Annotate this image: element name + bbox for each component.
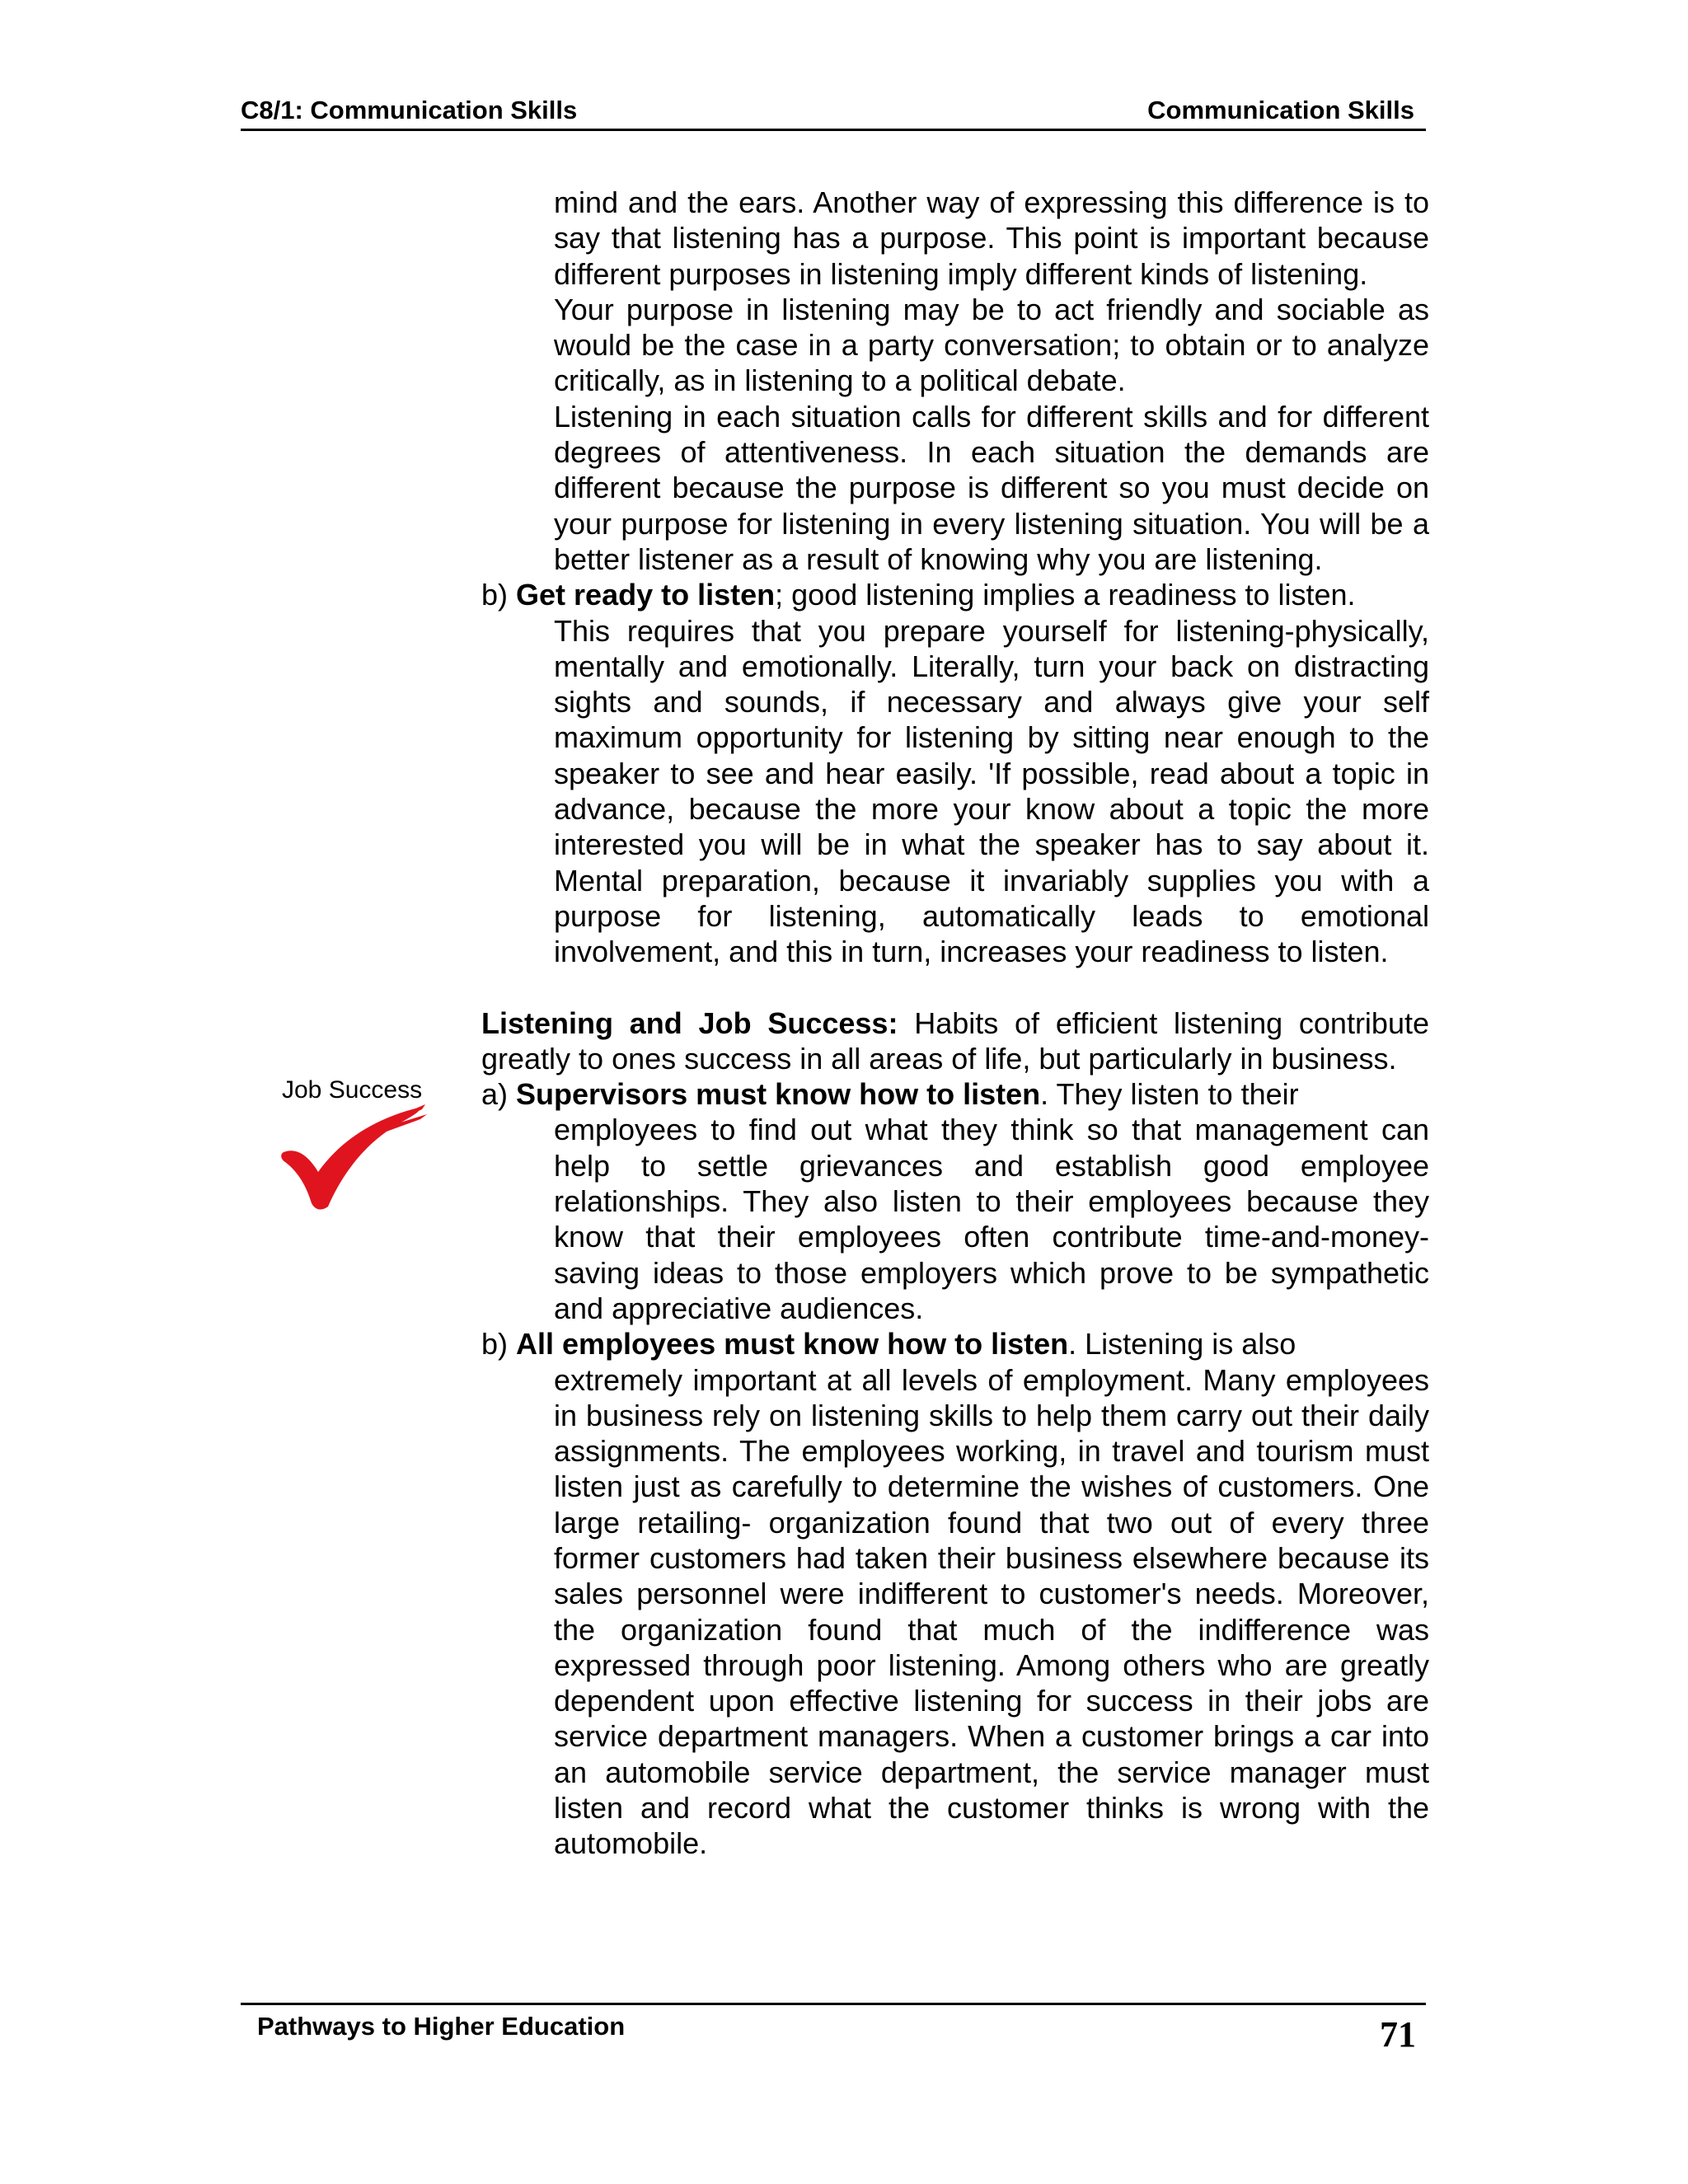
list-item-title: All employees must know how to listen [516, 1327, 1069, 1361]
page-number: 71 [1380, 2014, 1416, 2055]
footer-book-title: Pathways to Higher Education [257, 2012, 626, 2041]
section-purpose [554, 185, 1429, 577]
list-item-label: a) [481, 1077, 509, 1112]
checkmark-icon [280, 1104, 429, 1213]
paragraph: Listening in each situation calls for different skills and for different degrees of attentiveness. In each situation the demands are different because the purpose is different so you must decide on your purpose for listening in every listening situation. You will be a better listener as a result of knowing why you are listening. [554, 399, 1429, 576]
header-section-title: Communication Skills [1147, 96, 1414, 124]
list-item-title: Get ready to listen [516, 578, 776, 612]
list-item-text: . Listening is also [1068, 1327, 1296, 1361]
section-heading-job-success [481, 1005, 1429, 1077]
page-footer [241, 2003, 1426, 2055]
margin-note-label: Job Success [282, 1076, 423, 1104]
list-item-supervisors [481, 1076, 1429, 1112]
list-item-label: b) [481, 578, 509, 612]
list-item-get-ready [481, 577, 1429, 612]
list-item-body: employees to find out what they think so that management can help to settle grievances and establish good employee relationships. They also listen to their employees because they know that their employees often contribute time-and-money-saving ideas to those employers which prove to be sympathetic and appreciative audiences. [554, 1113, 1429, 1325]
list-item-title: Supervisors must know how to listen [516, 1077, 1041, 1112]
section-intro: Habits of efficient listening contribute greatly to ones success in all areas of life, but particularly in business. [481, 1005, 1429, 1076]
list-item-text: . They listen to their [1040, 1077, 1299, 1112]
list-item-all-employees [481, 1326, 1429, 1361]
paragraph: mind and the ears. Another way of expressing this difference is to say that listening has a purpose. This point is important because different purposes in listening imply different kinds of listening. [554, 185, 1429, 291]
list-item-body: extremely important at all levels of employment. Many employees in business rely on listening skills to help them carry out their daily assignments. The employees working, in travel and tourism must listen just as carefully to determine the wishes of customers. One large retailing- organization found that two out of every three former customers had taken their business elsewhere because its sales personnel were indifferent to customer's needs. Moreover, the organization found that much of the indifference was expressed through poor listening. Among others who are greatly dependent upon effective listening for success in their jobs are service department managers. When a customer brings a car into an automobile service department, the service manager must listen and record what the customer thinks is wrong with the automobile. [554, 1362, 1429, 1861]
main-text [481, 185, 1429, 1862]
paragraph: Your purpose in listening may be to act friendly and sociable as would be the case in a party conversation; to obtain or to analyze critically, as in listening to a political debate. [554, 292, 1429, 398]
list-item-body: This requires that you prepare yourself for listening-physically, mentally and emotionally. Literally, turn your back on distracting sights and sounds, if necessary and always give your self maximum opportunity for listening by sitting near enough to the speaker to see and hear easily. 'If possible, read about a topic in advance, because the more your know about a topic the more interested you will be in what the speaker has to say about it. Mental preparation, because it invariably supplies you with a purpose for listening, automatically leads to emotional involvement, and this in turn, increases your readiness to listen. [554, 613, 1429, 969]
page-header [241, 92, 1426, 131]
section-heading: Listening and Job Success: [481, 1005, 898, 1040]
list-item-text: ; good listening implies a readiness to listen. [775, 578, 1356, 612]
list-item-label: b) [481, 1327, 509, 1361]
header-course-title: C8/1: Communication Skills [241, 96, 578, 124]
